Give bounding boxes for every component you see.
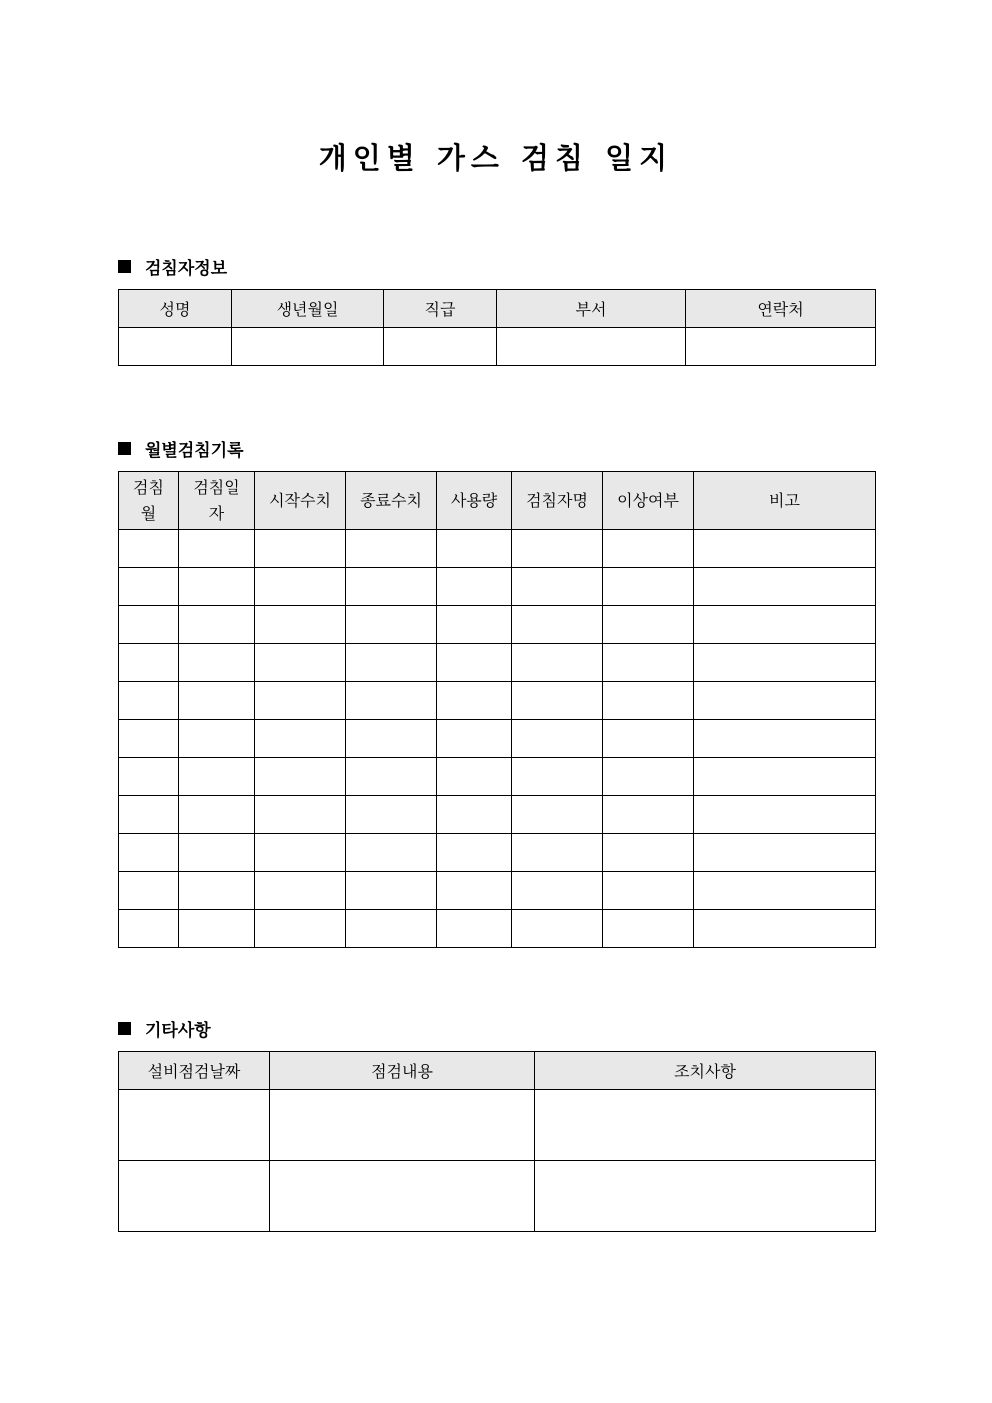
- monthly-row: [119, 606, 876, 644]
- monthly-col-anomaly: 이상여부: [603, 472, 694, 530]
- monthly-cell[interactable]: [512, 720, 603, 758]
- monthly-cell[interactable]: [346, 910, 437, 948]
- monthly-cell[interactable]: [179, 682, 255, 720]
- etc-table: [118, 1051, 876, 1232]
- monthly-cell[interactable]: [437, 530, 512, 568]
- etc-cell[interactable]: [535, 1161, 876, 1232]
- monthly-cell[interactable]: [255, 530, 346, 568]
- monthly-cell[interactable]: [119, 530, 179, 568]
- monthly-cell[interactable]: [694, 606, 876, 644]
- monthly-cell[interactable]: [119, 872, 179, 910]
- etc-row: [119, 1161, 876, 1232]
- monthly-cell[interactable]: [512, 758, 603, 796]
- monthly-cell[interactable]: [346, 758, 437, 796]
- monthly-cell[interactable]: [437, 720, 512, 758]
- monthly-col-start: 시작수치: [255, 472, 346, 530]
- monthly-col-reader: 검침자명: [512, 472, 603, 530]
- monthly-cell[interactable]: [119, 568, 179, 606]
- monthly-cell[interactable]: [255, 720, 346, 758]
- info-row: [119, 328, 876, 366]
- monthly-cell[interactable]: [437, 606, 512, 644]
- monthly-cell[interactable]: [603, 682, 694, 720]
- monthly-cell[interactable]: [179, 644, 255, 682]
- monthly-cell[interactable]: [119, 606, 179, 644]
- monthly-table: [118, 471, 876, 948]
- monthly-row: [119, 720, 876, 758]
- monthly-col-usage: 사용량: [437, 472, 512, 530]
- monthly-cell[interactable]: [512, 910, 603, 948]
- monthly-cell[interactable]: [694, 682, 876, 720]
- info-cell[interactable]: [686, 328, 876, 366]
- info-table: [118, 289, 876, 366]
- monthly-row: [119, 796, 876, 834]
- info-col-birthdate: 생년월일: [232, 290, 384, 328]
- info-cell[interactable]: [119, 328, 232, 366]
- monthly-cell[interactable]: [119, 796, 179, 834]
- monthly-cell[interactable]: [437, 910, 512, 948]
- monthly-row: [119, 644, 876, 682]
- monthly-cell[interactable]: [119, 644, 179, 682]
- monthly-cell[interactable]: [512, 644, 603, 682]
- monthly-cell[interactable]: [603, 910, 694, 948]
- monthly-cell[interactable]: [119, 720, 179, 758]
- section-heading-monthly: [118, 436, 244, 461]
- monthly-cell[interactable]: [346, 568, 437, 606]
- monthly-cell[interactable]: [694, 758, 876, 796]
- page-title: 개인별 가스 검침 일지: [318, 141, 674, 175]
- monthly-cell[interactable]: [694, 568, 876, 606]
- info-cell[interactable]: [384, 328, 497, 366]
- monthly-cell[interactable]: [694, 644, 876, 682]
- etc-cell[interactable]: [119, 1161, 270, 1232]
- monthly-cell[interactable]: [255, 796, 346, 834]
- monthly-cell[interactable]: [603, 720, 694, 758]
- square-bullet-icon: [118, 442, 131, 455]
- monthly-cell[interactable]: [346, 606, 437, 644]
- section-heading-info-label: 검침자정보: [145, 259, 228, 279]
- monthly-cell[interactable]: [346, 530, 437, 568]
- monthly-cell[interactable]: [603, 568, 694, 606]
- monthly-cell[interactable]: [179, 758, 255, 796]
- monthly-cell[interactable]: [512, 682, 603, 720]
- monthly-cell[interactable]: [179, 568, 255, 606]
- monthly-cell[interactable]: [694, 530, 876, 568]
- monthly-cell[interactable]: [255, 568, 346, 606]
- monthly-col-end: 종료수치: [346, 472, 437, 530]
- monthly-cell[interactable]: [603, 758, 694, 796]
- monthly-cell[interactable]: [255, 644, 346, 682]
- monthly-cell[interactable]: [119, 682, 179, 720]
- monthly-cell[interactable]: [694, 910, 876, 948]
- monthly-col-remarks: 비고: [694, 472, 876, 530]
- monthly-row: [119, 568, 876, 606]
- monthly-row: [119, 530, 876, 568]
- monthly-row: [119, 758, 876, 796]
- monthly-cell[interactable]: [346, 644, 437, 682]
- monthly-cell[interactable]: [437, 796, 512, 834]
- monthly-cell[interactable]: [512, 606, 603, 644]
- monthly-cell[interactable]: [603, 872, 694, 910]
- monthly-cell[interactable]: [179, 872, 255, 910]
- monthly-cell[interactable]: [437, 682, 512, 720]
- info-col-contact: 연락처: [686, 290, 876, 328]
- monthly-row: [119, 834, 876, 872]
- monthly-cell[interactable]: [437, 758, 512, 796]
- etc-cell[interactable]: [535, 1090, 876, 1161]
- monthly-cell[interactable]: [179, 530, 255, 568]
- square-bullet-icon: [118, 1022, 131, 1035]
- monthly-cell[interactable]: [119, 834, 179, 872]
- monthly-cell[interactable]: [437, 872, 512, 910]
- section-heading-info: [118, 254, 227, 279]
- monthly-cell[interactable]: [119, 910, 179, 948]
- monthly-cell[interactable]: [346, 872, 437, 910]
- etc-cell[interactable]: [270, 1090, 535, 1161]
- monthly-cell[interactable]: [694, 872, 876, 910]
- monthly-cell[interactable]: [179, 910, 255, 948]
- monthly-cell[interactable]: [255, 606, 346, 644]
- info-col-name: 성명: [119, 290, 232, 328]
- monthly-cell[interactable]: [603, 606, 694, 644]
- monthly-cell[interactable]: [119, 758, 179, 796]
- monthly-cell[interactable]: [437, 568, 512, 606]
- monthly-cell[interactable]: [255, 910, 346, 948]
- monthly-cell[interactable]: [694, 834, 876, 872]
- section-heading-monthly-label: 월별검침기록: [145, 441, 244, 461]
- monthly-row: [119, 682, 876, 720]
- monthly-cell[interactable]: [694, 796, 876, 834]
- monthly-cell[interactable]: [512, 834, 603, 872]
- monthly-cell[interactable]: [437, 644, 512, 682]
- monthly-row: [119, 872, 876, 910]
- etc-col-action: 조치사항: [535, 1052, 876, 1090]
- section-heading-etc-label: 기타사항: [145, 1021, 211, 1041]
- monthly-cell[interactable]: [603, 644, 694, 682]
- monthly-cell[interactable]: [512, 530, 603, 568]
- etc-col-date: 설비점검날짜: [119, 1052, 270, 1090]
- monthly-col-date: 검침일 자: [179, 472, 255, 530]
- section-heading-etc: [118, 1016, 211, 1041]
- monthly-col-month: 검침 월: [119, 472, 179, 530]
- monthly-cell[interactable]: [512, 568, 603, 606]
- info-cell[interactable]: [497, 328, 686, 366]
- info-col-dept: 부서: [497, 290, 686, 328]
- monthly-cell[interactable]: [603, 834, 694, 872]
- info-cell[interactable]: [232, 328, 384, 366]
- monthly-cell[interactable]: [512, 872, 603, 910]
- monthly-cell[interactable]: [694, 720, 876, 758]
- monthly-cell[interactable]: [346, 682, 437, 720]
- monthly-cell[interactable]: [512, 796, 603, 834]
- monthly-cell[interactable]: [255, 872, 346, 910]
- monthly-cell[interactable]: [346, 834, 437, 872]
- monthly-cell[interactable]: [255, 834, 346, 872]
- square-bullet-icon: [118, 260, 131, 273]
- monthly-cell[interactable]: [255, 682, 346, 720]
- monthly-cell[interactable]: [179, 796, 255, 834]
- etc-cell[interactable]: [119, 1090, 270, 1161]
- etc-cell[interactable]: [270, 1161, 535, 1232]
- info-col-rank: 직급: [384, 290, 497, 328]
- monthly-cell[interactable]: [179, 720, 255, 758]
- etc-row: [119, 1090, 876, 1161]
- monthly-cell[interactable]: [179, 834, 255, 872]
- monthly-cell[interactable]: [346, 720, 437, 758]
- etc-col-content: 점검내용: [270, 1052, 535, 1090]
- monthly-cell[interactable]: [603, 796, 694, 834]
- monthly-cell[interactable]: [346, 796, 437, 834]
- monthly-cell[interactable]: [255, 758, 346, 796]
- monthly-cell[interactable]: [437, 834, 512, 872]
- monthly-cell[interactable]: [179, 606, 255, 644]
- monthly-row: [119, 910, 876, 948]
- monthly-cell[interactable]: [603, 530, 694, 568]
